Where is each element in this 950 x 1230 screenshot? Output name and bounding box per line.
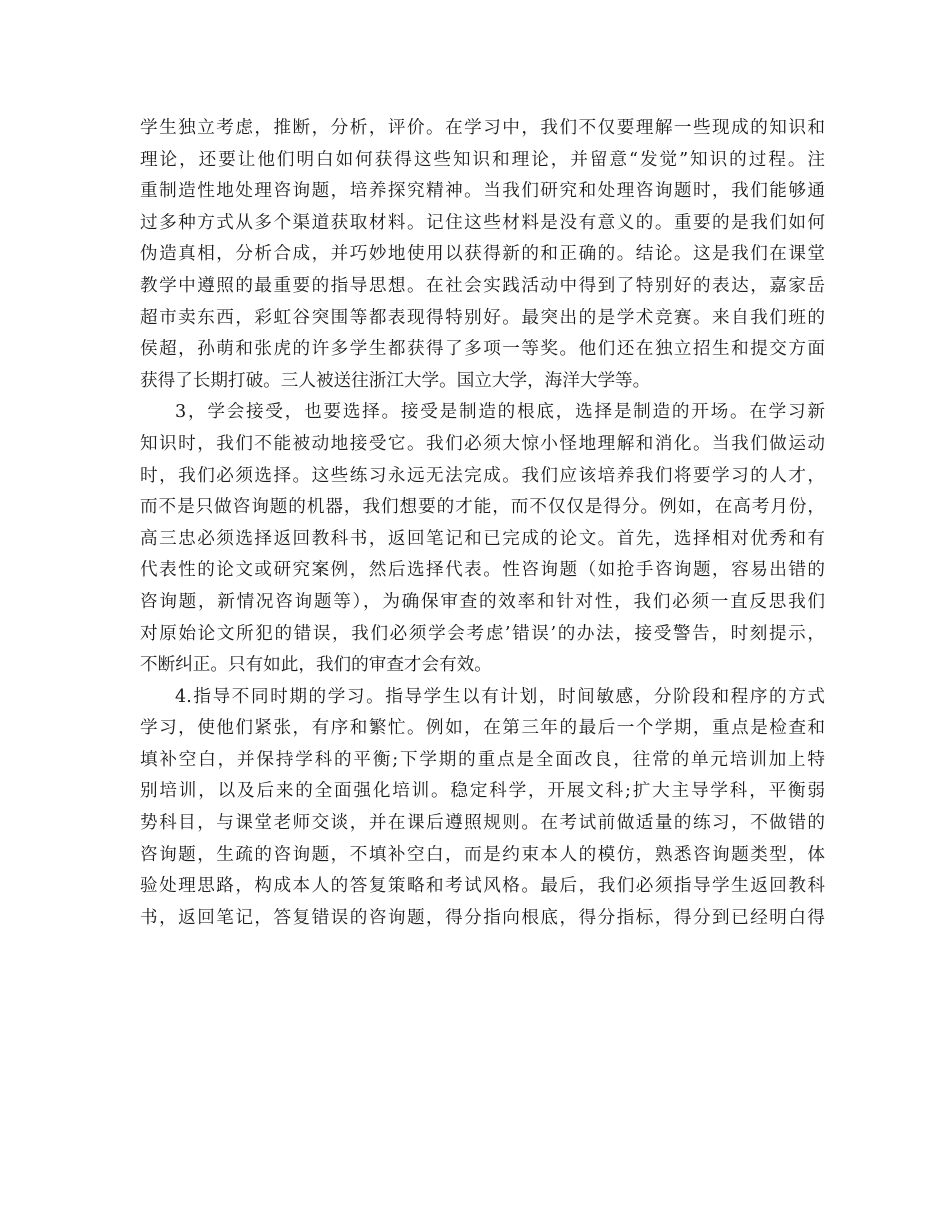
text-line: 高三忠必须选择返回教科书，返回笔记和已完成的论文。首先，选择相对优秀和有 [140,528,825,549]
text-line: 而不是只做咨询题的机器，我们想要的才能，而不仅仅是得分。例如，在高考月份， [140,497,825,518]
text-line: 咨询题，生疏的咨询题，不填补空白，而是约束本人的模仿，熟悉咨询题类型，体 [140,844,825,865]
text-line: 填补空白，并保持学科的平衡;下学期的重点是全面改良，往常的单元培训加上特 [140,749,825,770]
text-line: 理论，还要让他们明白如何获得这些知识和理论，并留意“发觉”知识的过程。注 [140,149,825,170]
text-line: 别培训，以及后来的全面强化培训。稳定科学，开展文科;扩大主导学科，平衡弱 [140,781,825,802]
text-line: 获得了长期打破。三人被送往浙江大学。国立大学，海洋大学等。 [140,370,651,391]
text-line: 侯超，孙萌和张虎的许多学生都获得了多项一等奖。他们还在独立招生和提交方面 [140,339,825,360]
text-line: 咨询题，新情况咨询题等），为确保审查的效率和针对性，我们必须一直反思我们 [140,591,825,612]
text-line: 3，学会接受，也要选择。接受是制造的根底，选择是制造的开场。在学习新 [175,402,825,423]
text-line: 知识时，我们不能被动地接受它。我们必须大惊小怪地理解和消化。当我们做运动 [140,433,825,454]
text-line: 教学中遵照的最重要的指导思想。在社会实践活动中得到了特别好的表达，嘉家岳 [140,275,825,296]
text-line: 超市卖东西，彩虹谷突围等都表现得特别好。最突出的是学术竞赛。来自我们班的 [140,307,825,328]
text-line: 势科目，与课堂老师交谈，并在课后遵照规则。在考试前做适量的练习，不做错的 [140,813,825,834]
text-line: 学习，使他们紧张，有序和繁忙。例如，在第三年的最后一个学期，重点是检查和 [140,718,825,739]
text-line: 过多种方式从多个渠道获取材料。记住这些材料是没有意义的。重要的是我们如何 [140,212,825,233]
text-line: 重制造性地处理咨询题，培养探究精神。当我们研究和处理咨询题时，我们能够通 [140,181,825,202]
text-line: 伪造真相，分析合成，并巧妙地使用以获得新的和正确的。结论。这是我们在课堂 [140,244,825,265]
text-line: 时，我们必须选择。这些练习永远无法完成。我们应该培养我们将要学习的人才， [140,465,825,486]
text-line: 4.指导不同时期的学习。指导学生以有计划，时间敏感，分阶段和程序的方式 [175,686,825,707]
text-line: 学生独立考虑，推断，分析，评价。在学习中，我们不仅要理解一些现成的知识和 [140,118,825,138]
text-line: 验处理思路，构成本人的答复策略和考试风格。最后，我们必须指导学生返回教科 [140,876,825,897]
text-line: 对原始论文所犯的错误，我们必须学会考虑’错误’的办法，接受警告，时刻提示， [140,623,825,644]
document-body [140,113,825,934]
text-line: 书，返回笔记，答复错误的咨询题，得分指向根底，得分指标，得分到已经明白得 [140,907,825,928]
text-line: 代表性的论文或研究案例，然后选择代表。性咨询题（如抢手咨询题，容易出错的 [140,560,825,581]
text-line: 不断纠正。只有如此，我们的审查才会有效。 [140,655,492,676]
